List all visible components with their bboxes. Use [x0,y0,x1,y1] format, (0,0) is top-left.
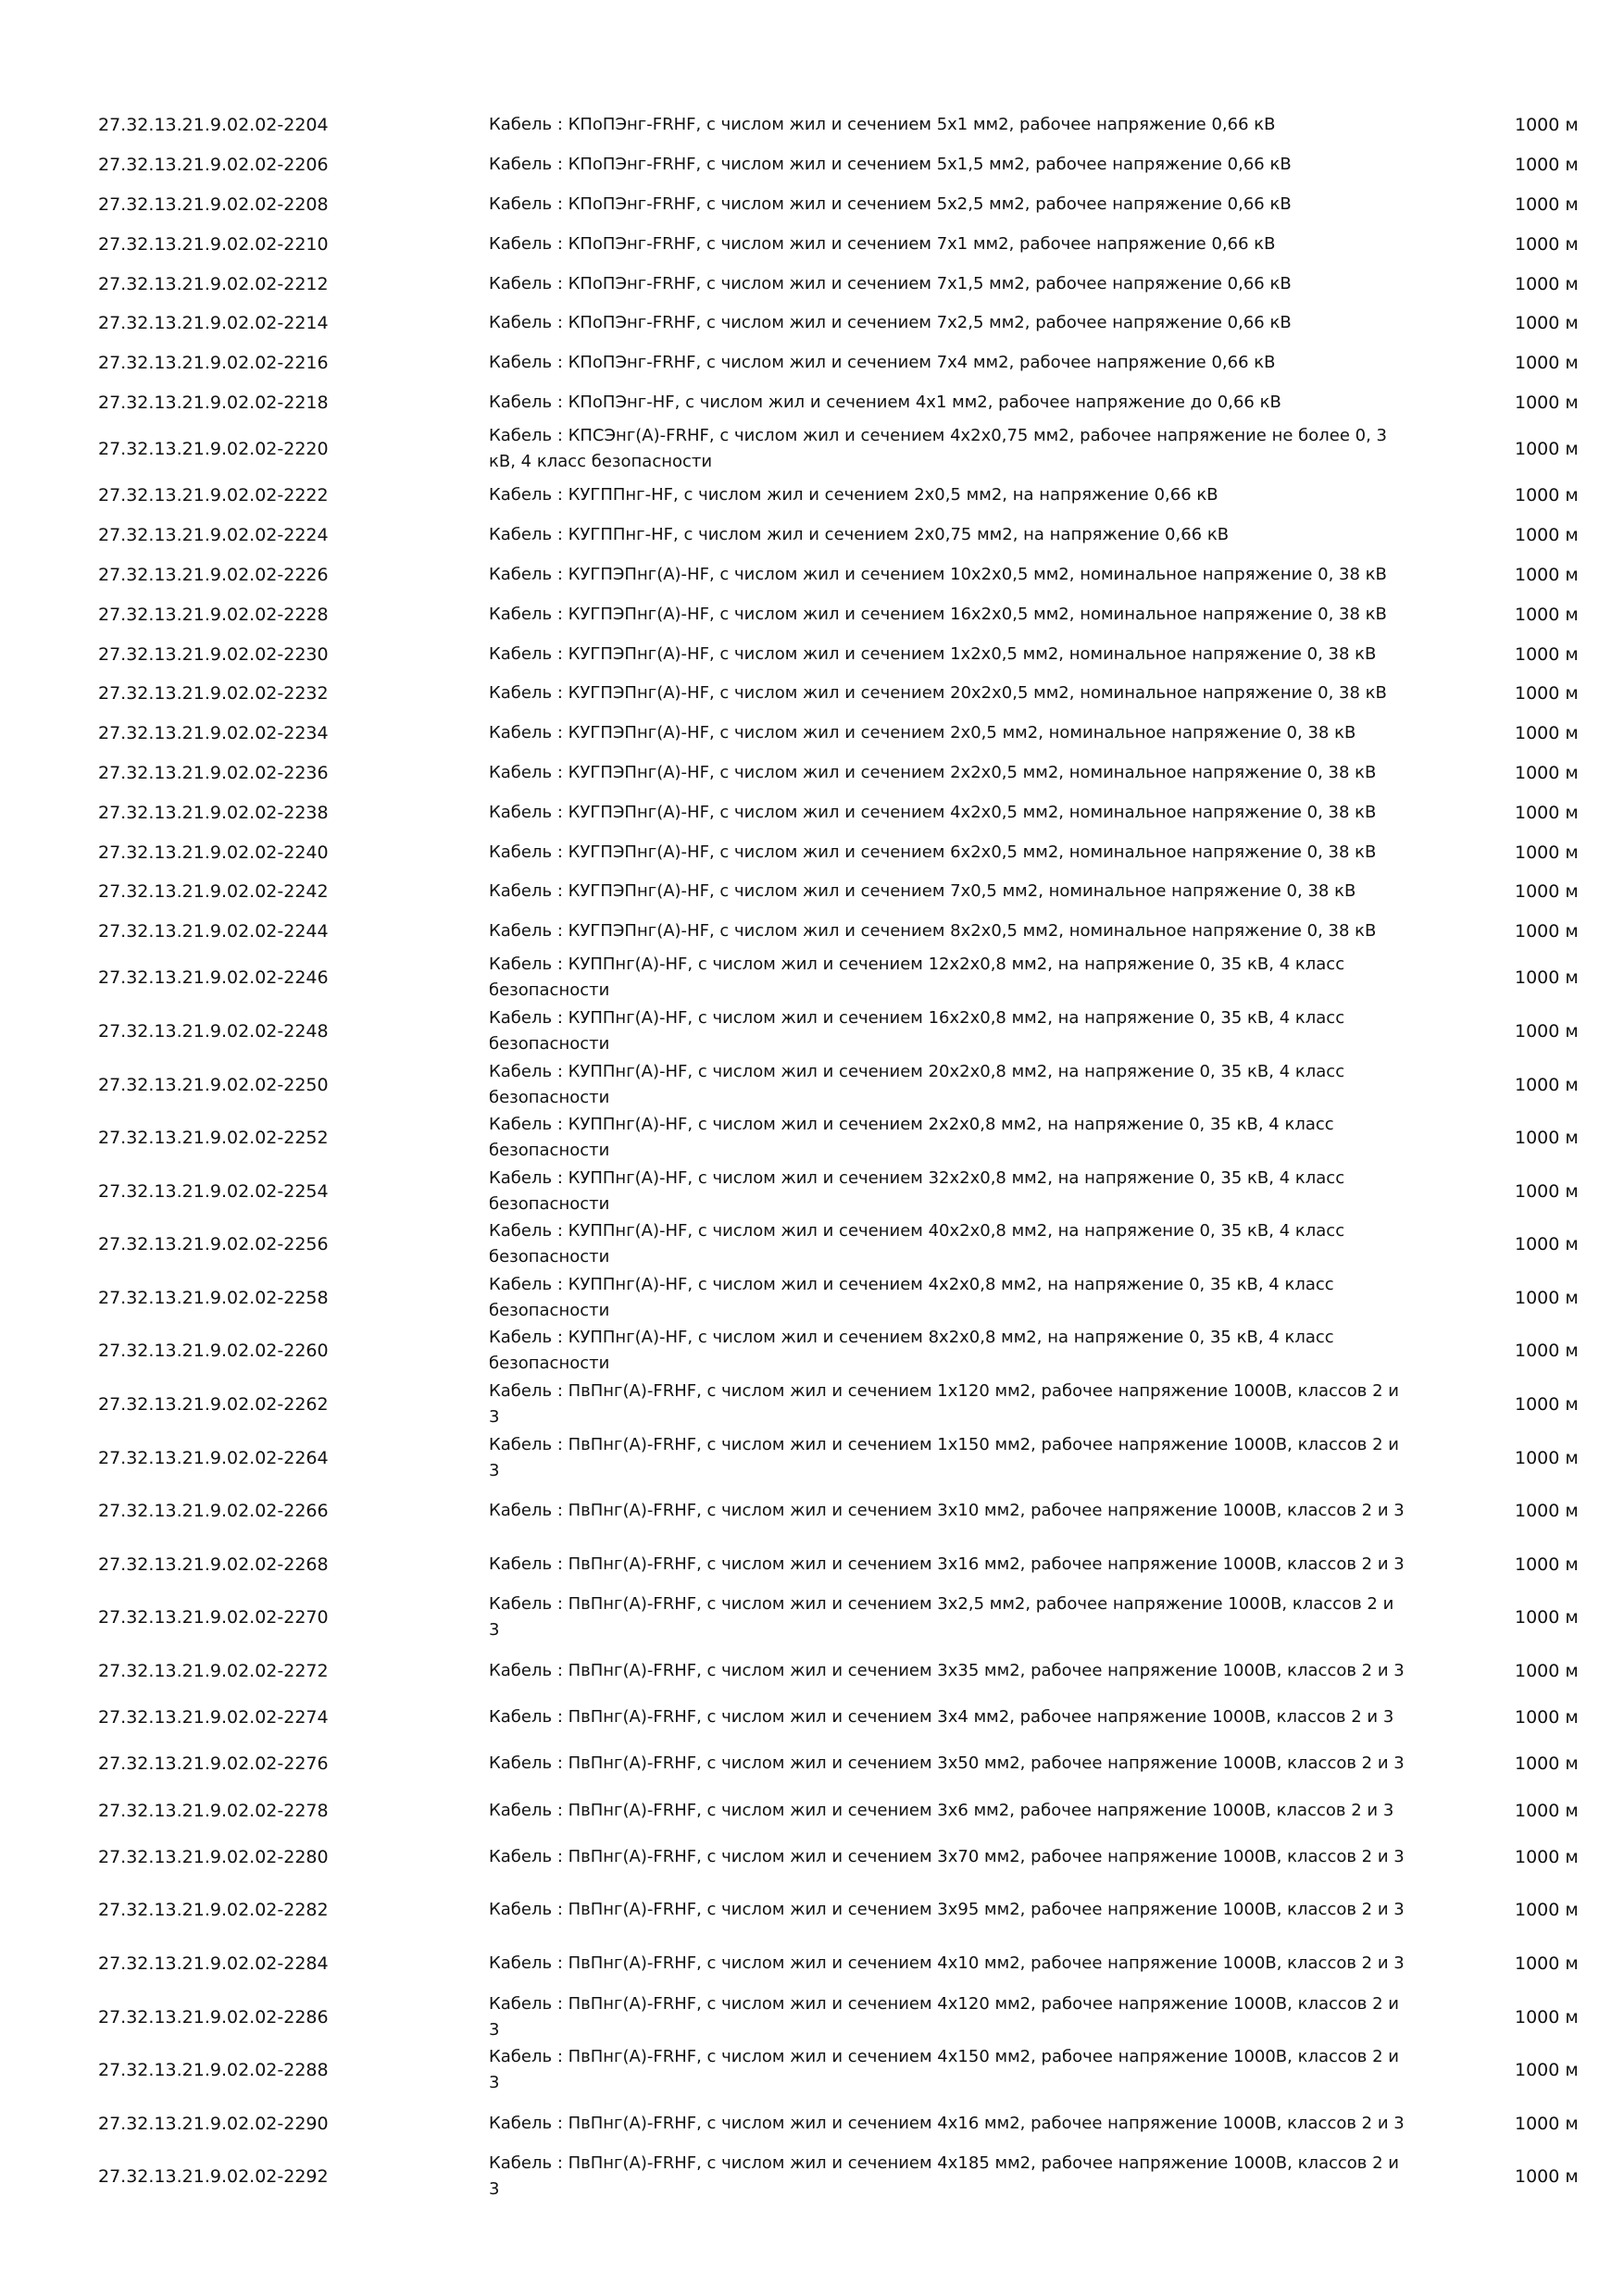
table-row [0,185,1624,225]
table-row [0,674,1624,714]
table-row [0,1058,1624,1112]
unit-of-measure: 1000 м [1515,842,1579,863]
unit-of-measure: 1000 м [1515,1287,1579,1308]
resource-description: Кабель : КУППнг(А)-HF, с числом жил и сечением 16x2x0,8 мм2, на напряжение 0, 35 кВ, 4 класс безопасности [489,1007,1345,1054]
table-row [0,594,1624,634]
unit-of-measure: 1000 м [1515,1753,1579,1775]
resource-description: Кабель : КУГПЭПнг(А)-HF, с числом жил и сечением 7x0,5 мм2, номинальное напряжение 0, 38 кВ [489,881,1356,902]
table-row [0,1738,1624,1791]
resource-code: 27.32.13.21.9.02.02-2204 [98,115,329,136]
resource-code: 27.32.13.21.9.02.02-2264 [98,1447,329,1468]
resource-description: Кабель : КУППнг(А)-HF, с числом жил и сечением 4x2x0,8 мм2, на напряжение 0, 35 кВ, 4 класс безопасности [489,1274,1334,1320]
resource-description: Кабель : КУППнг(А)-HF, с числом жил и сечением 40x2x0,8 мм2, на напряжение 0, 35 кВ, 4 класс безопасности [489,1221,1345,1267]
resource-code: 27.32.13.21.9.02.02-2224 [98,525,329,546]
unit-of-measure: 1000 м [1515,155,1579,176]
resource-code: 27.32.13.21.9.02.02-2288 [98,2060,329,2081]
resource-code: 27.32.13.21.9.02.02-2292 [98,2166,329,2188]
resource-code: 27.32.13.21.9.02.02-2252 [98,1128,329,1149]
resource-code: 27.32.13.21.9.02.02-2238 [98,802,329,823]
resource-description: Кабель : КУГПЭПнг(А)-HF, с числом жил и сечением 20x2x0,5 мм2, номинальное напряжение 0, 38 кВ [489,683,1387,704]
resource-description: Кабель : КУГППнг-HF, с числом жил и сечением 2x0,75 мм2, на напряжение 0,66 кВ [489,525,1230,545]
resource-code: 27.32.13.21.9.02.02-2280 [98,1846,329,1867]
resource-code: 27.32.13.21.9.02.02-2210 [98,233,329,255]
unit-of-measure: 1000 м [1515,485,1579,506]
unit-of-measure: 1000 м [1515,1128,1579,1149]
unit-of-measure: 1000 м [1515,1394,1579,1416]
resource-description: Кабель : КПоПЭнг-FRHF, с числом жил и сечением 7x1,5 мм2, рабочее напряжение 0,66 кВ [489,273,1292,293]
resource-code: 27.32.13.21.9.02.02-2262 [98,1394,329,1416]
table-row [0,832,1624,872]
resource-description: Кабель : КУППнг(А)-HF, с числом жил и сечением 2x2x0,8 мм2, на напряжение 0, 35 кВ, 4 класс безопасности [489,1115,1334,1161]
table-row [0,1111,1624,1165]
table-row [0,343,1624,383]
table-row [0,555,1624,595]
unit-of-measure: 1000 м [1515,1447,1579,1468]
resource-description: Кабель : КУГПЭПнг(А)-HF, с числом жил и сечением 6x2x0,5 мм2, номинальное напряжение 0, 38 кВ [489,842,1377,862]
table-row [0,145,1624,185]
unit-of-measure: 1000 м [1515,1180,1579,1202]
table-row [0,1165,1624,1218]
table-row [0,516,1624,555]
resource-code: 27.32.13.21.9.02.02-2256 [98,1234,329,1255]
resource-code: 27.32.13.21.9.02.02-2240 [98,842,329,863]
table-row [0,1791,1624,1830]
resource-description: Кабель : ПвПнг(А)-FRHF, с числом жил и сечением 3x10 мм2, рабочее напряжение 1000В, классов 2 и 3 [489,1501,1405,1521]
resource-description: Кабель : КПоПЭнг-FRHF, с числом жил и сечением 5x2,5 мм2, рабочее напряжение 0,66 кВ [489,193,1292,214]
resource-description: Кабель : КУГПЭПнг(А)-HF, с числом жил и сечением 1x2x0,5 мм2, номинальное напряжение 0, 38 кВ [489,643,1377,664]
table-row [0,952,1624,1005]
resource-description: Кабель : КПоПЭнг-FRHF, с числом жил и сечением 7x4 мм2, рабочее напряжение 0,66 кВ [489,353,1276,373]
resource-code: 27.32.13.21.9.02.02-2226 [98,564,329,585]
resource-description: Кабель : КУГПЭПнг(А)-HF, с числом жил и сечением 4x2x0,5 мм2, номинальное напряжение 0, 38 кВ [489,802,1377,822]
unit-of-measure: 1000 м [1515,115,1579,136]
resource-code: 27.32.13.21.9.02.02-2278 [98,1800,329,1821]
resource-code: 27.32.13.21.9.02.02-2220 [98,439,329,460]
resource-description: Кабель : КУГПЭПнг(А)-HF, с числом жил и сечением 8x2x0,5 мм2, номинальное напряжение 0, 38 кВ [489,921,1377,942]
resource-code: 27.32.13.21.9.02.02-2290 [98,2113,329,2134]
resource-code: 27.32.13.21.9.02.02-2274 [98,1707,329,1728]
table-row [0,1431,1624,1485]
unit-of-measure: 1000 м [1515,1074,1579,1095]
unit-of-measure: 1000 м [1515,233,1579,255]
unit-of-measure: 1000 м [1515,881,1579,903]
unit-of-measure: 1000 м [1515,762,1579,783]
unit-of-measure: 1000 м [1515,1234,1579,1255]
resource-description: Кабель : ПвПнг(А)-FRHF, с числом жил и сечением 3x2,5 мм2, рабочее напряжение 1000В, классов 2 и 3 [489,1594,1394,1641]
unit-of-measure: 1000 м [1515,1707,1579,1728]
table-row [0,912,1624,952]
resource-description: Кабель : ПвПнг(А)-FRHF, с числом жил и сечением 4x10 мм2, рабочее напряжение 1000В, классов 2 и 3 [489,1953,1405,1974]
unit-of-measure: 1000 м [1515,525,1579,546]
resource-description: Кабель : КПоПЭнг-FRHF, с числом жил и сечением 5x1,5 мм2, рабочее напряжение 0,66 кВ [489,155,1292,175]
classifier-table [0,106,1624,2203]
resource-description: Кабель : ПвПнг(А)-FRHF, с числом жил и сечением 3x6 мм2, рабочее напряжение 1000В, классов 2 и 3 [489,1800,1394,1820]
table-row [0,106,1624,145]
resource-code: 27.32.13.21.9.02.02-2244 [98,921,329,942]
resource-description: Кабель : ПвПнг(А)-FRHF, с числом жил и сечением 4x120 мм2, рабочее напряжение 1000В, классов 2 и 3 [489,1993,1400,2040]
resource-code: 27.32.13.21.9.02.02-2232 [98,683,329,705]
table-row [0,1271,1624,1325]
unit-of-measure: 1000 м [1515,1501,1579,1522]
unit-of-measure: 1000 м [1515,564,1579,585]
table-row [0,634,1624,674]
unit-of-measure: 1000 м [1515,353,1579,374]
resource-code: 27.32.13.21.9.02.02-2248 [98,1020,329,1042]
resource-code: 27.32.13.21.9.02.02-2214 [98,313,329,334]
table-row [0,1937,1624,1990]
unit-of-measure: 1000 м [1515,643,1579,665]
resource-description: Кабель : КПоПЭнг-FRHF, с числом жил и сечением 7x2,5 мм2, рабочее напряжение 0,66 кВ [489,313,1292,333]
unit-of-measure: 1000 м [1515,313,1579,334]
unit-of-measure: 1000 м [1515,723,1579,744]
table-row [0,792,1624,832]
resource-description: Кабель : ПвПнг(А)-FRHF, с числом жил и сечением 3x70 мм2, рабочее напряжение 1000В, классов 2 и 3 [489,1846,1405,1866]
resource-code: 27.32.13.21.9.02.02-2216 [98,353,329,374]
resource-description: Кабель : КПоПЭнг-FRHF, с числом жил и сечением 5x1 мм2, рабочее напряжение 0,66 кВ [489,115,1276,135]
resource-description: Кабель : КПоПЭнг-HF, с числом жил и сечением 4x1 мм2, рабочее напряжение до 0,66 кВ [489,392,1281,412]
resource-code: 27.32.13.21.9.02.02-2212 [98,273,329,294]
resource-code: 27.32.13.21.9.02.02-2270 [98,1607,329,1628]
table-row [0,1830,1624,1884]
table-row [0,422,1624,476]
resource-code: 27.32.13.21.9.02.02-2242 [98,881,329,903]
unit-of-measure: 1000 м [1515,1661,1579,1682]
table-row [0,1698,1624,1738]
table-row [0,2151,1624,2204]
resource-code: 27.32.13.21.9.02.02-2254 [98,1180,329,1202]
unit-of-measure: 1000 м [1515,439,1579,460]
table-row [0,1484,1624,1538]
unit-of-measure: 1000 м [1515,967,1579,989]
resource-code: 27.32.13.21.9.02.02-2246 [98,967,329,989]
resource-description: Кабель : ПвПнг(А)-FRHF, с числом жил и сечением 3x16 мм2, рабочее напряжение 1000В, классов 2 и 3 [489,1554,1405,1574]
resource-code: 27.32.13.21.9.02.02-2236 [98,762,329,783]
resource-description: Кабель : КУГПЭПнг(А)-HF, с числом жил и сечением 10x2x0,5 мм2, номинальное напряжение 0, 38 кВ [489,564,1387,584]
resource-description: Кабель : КУППнг(А)-HF, с числом жил и сечением 12x2x0,8 мм2, на напряжение 0, 35 кВ, 4 класс безопасности [489,955,1345,1001]
table-row [0,1591,1624,1645]
resource-code: 27.32.13.21.9.02.02-2250 [98,1074,329,1095]
resource-description: Кабель : ПвПнг(А)-FRHF, с числом жил и сечением 4x16 мм2, рабочее напряжение 1000В, классов 2 и 3 [489,2113,1405,2133]
unit-of-measure: 1000 м [1515,2166,1579,2188]
resource-code: 27.32.13.21.9.02.02-2258 [98,1287,329,1308]
resource-description: Кабель : КПСЭнг(А)-FRHF, с числом жил и сечением 4x2x0,75 мм2, рабочее напряжение не более 0, 3 кВ, 4 класс безопасности [489,426,1387,472]
table-row [0,1218,1624,1272]
unit-of-measure: 1000 м [1515,1554,1579,1575]
resource-code: 27.32.13.21.9.02.02-2260 [98,1341,329,1362]
unit-of-measure: 1000 м [1515,1900,1579,1921]
resource-description: Кабель : КУППнг(А)-HF, с числом жил и сечением 32x2x0,8 мм2, на напряжение 0, 35 кВ, 4 класс безопасности [489,1167,1345,1214]
resource-code: 27.32.13.21.9.02.02-2218 [98,392,329,413]
unit-of-measure: 1000 м [1515,1800,1579,1821]
resource-code: 27.32.13.21.9.02.02-2266 [98,1501,329,1522]
resource-code: 27.32.13.21.9.02.02-2228 [98,604,329,625]
table-row [0,1004,1624,1058]
table-row [0,264,1624,304]
resource-code: 27.32.13.21.9.02.02-2206 [98,155,329,176]
unit-of-measure: 1000 м [1515,2113,1579,2134]
resource-code: 27.32.13.21.9.02.02-2208 [98,193,329,215]
table-row [0,1325,1624,1379]
resource-code: 27.32.13.21.9.02.02-2286 [98,2006,329,2028]
unit-of-measure: 1000 м [1515,802,1579,823]
table-row [0,714,1624,754]
unit-of-measure: 1000 м [1515,273,1579,294]
unit-of-measure: 1000 м [1515,2060,1579,2081]
resource-code: 27.32.13.21.9.02.02-2272 [98,1661,329,1682]
resource-description: Кабель : КУППнг(А)-HF, с числом жил и сечением 8x2x0,8 мм2, на напряжение 0, 35 кВ, 4 класс безопасности [489,1328,1334,1374]
resource-description: Кабель : КУГППнг-HF, с числом жил и сечением 2x0,5 мм2, на напряжение 0,66 кВ [489,485,1218,505]
unit-of-measure: 1000 м [1515,1341,1579,1362]
table-row [0,383,1624,423]
table-row [0,754,1624,793]
table-row [0,1884,1624,1938]
unit-of-measure: 1000 м [1515,2006,1579,2028]
resource-description: Кабель : ПвПнг(А)-FRHF, с числом жил и сечением 1x120 мм2, рабочее напряжение 1000В, классов 2 и 3 [489,1381,1400,1428]
resource-code: 27.32.13.21.9.02.02-2282 [98,1900,329,1921]
table-row [0,476,1624,516]
unit-of-measure: 1000 м [1515,1020,1579,1042]
table-row [0,1644,1624,1698]
table-row [0,2097,1624,2151]
resource-description: Кабель : ПвПнг(А)-FRHF, с числом жил и сечением 3x50 мм2, рабочее напряжение 1000В, классов 2 и 3 [489,1753,1405,1774]
unit-of-measure: 1000 м [1515,921,1579,942]
unit-of-measure: 1000 м [1515,193,1579,215]
resource-description: Кабель : ПвПнг(А)-FRHF, с числом жил и сечением 3x95 мм2, рабочее напряжение 1000В, классов 2 и 3 [489,1900,1405,1920]
table-row [0,1538,1624,1591]
table-row [0,872,1624,912]
resource-code: 27.32.13.21.9.02.02-2284 [98,1953,329,1975]
unit-of-measure: 1000 м [1515,1607,1579,1628]
unit-of-measure: 1000 м [1515,683,1579,705]
resource-description: Кабель : КУГПЭПнг(А)-HF, с числом жил и сечением 2x0,5 мм2, номинальное напряжение 0, 38 кВ [489,723,1356,743]
table-row [0,1990,1624,2044]
resource-description: Кабель : КУГПЭПнг(А)-HF, с числом жил и сечением 16x2x0,5 мм2, номинальное напряжение 0, 38 кВ [489,604,1387,624]
resource-description: Кабель : КУППнг(А)-HF, с числом жил и сечением 20x2x0,8 мм2, на напряжение 0, 35 кВ, 4 класс безопасности [489,1061,1345,1107]
unit-of-measure: 1000 м [1515,392,1579,413]
resource-description: Кабель : ПвПнг(А)-FRHF, с числом жил и сечением 4x150 мм2, рабочее напряжение 1000В, классов 2 и 3 [489,2047,1400,2093]
unit-of-measure: 1000 м [1515,1846,1579,1867]
resource-code: 27.32.13.21.9.02.02-2234 [98,723,329,744]
resource-description: Кабель : ПвПнг(А)-FRHF, с числом жил и сечением 3x35 мм2, рабочее напряжение 1000В, классов 2 и 3 [489,1661,1405,1681]
resource-code: 27.32.13.21.9.02.02-2276 [98,1753,329,1775]
table-row [0,2043,1624,2097]
resource-code: 27.32.13.21.9.02.02-2268 [98,1554,329,1575]
table-row [0,304,1624,343]
resource-description: Кабель : ПвПнг(А)-FRHF, с числом жил и сечением 3x4 мм2, рабочее напряжение 1000В, классов 2 и 3 [489,1707,1394,1728]
resource-code: 27.32.13.21.9.02.02-2230 [98,643,329,665]
resource-description: Кабель : КПоПЭнг-FRHF, с числом жил и сечением 7x1 мм2, рабочее напряжение 0,66 кВ [489,233,1276,254]
resource-description: Кабель : КУГПЭПнг(А)-HF, с числом жил и сечением 2x2x0,5 мм2, номинальное напряжение 0, 38 кВ [489,762,1377,782]
resource-description: Кабель : ПвПнг(А)-FRHF, с числом жил и сечением 1x150 мм2, рабочее напряжение 1000В, классов 2 и 3 [489,1434,1400,1480]
resource-code: 27.32.13.21.9.02.02-2222 [98,485,329,506]
table-row [0,1378,1624,1431]
unit-of-measure: 1000 м [1515,1953,1579,1975]
table-row [0,224,1624,264]
unit-of-measure: 1000 м [1515,604,1579,625]
resource-description: Кабель : ПвПнг(А)-FRHF, с числом жил и сечением 4x185 мм2, рабочее напряжение 1000В, классов 2 и 3 [489,2153,1400,2200]
